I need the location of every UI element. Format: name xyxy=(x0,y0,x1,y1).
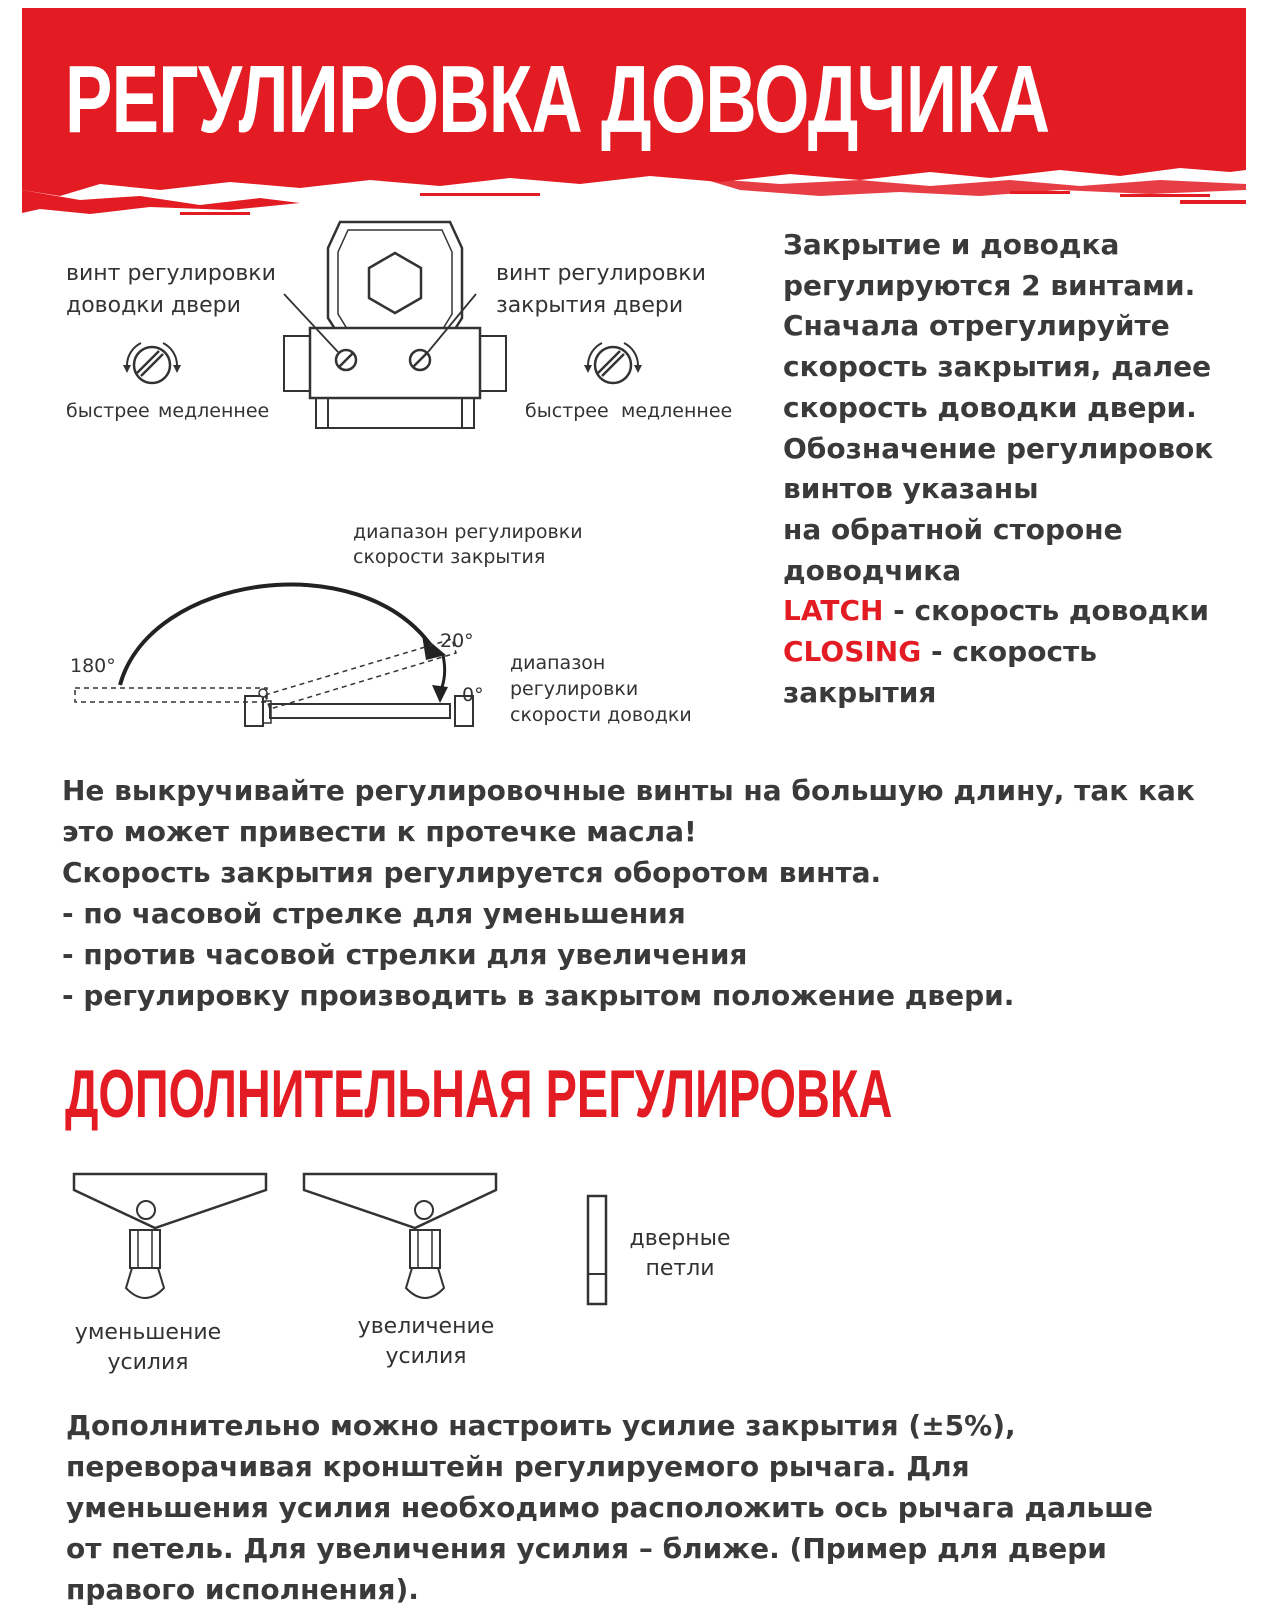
latch-key: LATCH xyxy=(783,594,884,628)
bottom-line: Дополнительно можно настроить усилие закрытия (±5%), xyxy=(66,1409,1016,1442)
warning-line: Не выкручивайте регулировочные винты на большую длину, так как xyxy=(62,774,1195,807)
right-screw-label xyxy=(496,258,706,322)
decrease-line2: усилия xyxy=(107,1350,189,1375)
instr-line: Обозначение регулировок xyxy=(783,431,1214,465)
page-title: РЕГУЛИРОВКА ДОВОДЧИКА xyxy=(65,46,1050,153)
section-title: ДОПОЛНИТЕЛЬНАЯ РЕГУЛИРОВКА xyxy=(65,1056,893,1132)
door-hinge-icon xyxy=(585,1194,611,1306)
hex-nut-icon xyxy=(369,253,421,313)
latch-range-line3: скорости доводки xyxy=(510,704,692,726)
warning-line: - регулировку производить в закрытом положение двери. xyxy=(62,979,1015,1012)
right-slower-label: медленнее xyxy=(621,400,733,422)
instr-line: доводчика xyxy=(783,553,962,587)
latch-range-line1: диапазон xyxy=(510,652,606,674)
right-faster-label: быстрее xyxy=(525,400,609,422)
increase-line1: увеличение xyxy=(357,1314,495,1339)
right-rotate-icon xyxy=(578,335,648,390)
increase-label xyxy=(346,1312,506,1372)
instr-line: винтов указаны xyxy=(783,472,1039,506)
warning-line: это может привести к протечке масла! xyxy=(62,815,697,848)
bracket-decrease-diagram xyxy=(70,1170,270,1310)
door-closer-body-diagram xyxy=(280,218,510,433)
adjustment-instructions xyxy=(783,225,1253,713)
warning-line: - против часовой стрелки для увеличения xyxy=(62,938,748,971)
closing-range-line1: диапазон регулировки xyxy=(353,521,583,543)
closing-key: CLOSING xyxy=(783,635,922,669)
latch-range-line2: регулировки xyxy=(510,678,639,700)
bottom-line: уменьшения усилия необходимо расположить ось рычага дальше xyxy=(66,1491,1153,1524)
left-slower-label: медленнее xyxy=(158,400,270,422)
instr-line: скорость доводки двери. xyxy=(783,390,1197,424)
angle-20-label: 20° xyxy=(440,630,474,652)
bottom-line: от петель. Для увеличения усилия – ближе. (Пример для двери xyxy=(66,1532,1107,1565)
left-screw-label-line2: доводки двери xyxy=(66,293,241,318)
closing-line xyxy=(783,632,1253,673)
latch-range-label xyxy=(510,650,692,728)
instr-line: Закрытие и доводка xyxy=(783,228,1120,261)
closing-desc: - скорость xyxy=(921,635,1097,669)
increase-line2: усилия xyxy=(385,1344,467,1369)
closing-range-line2: скорости закрытия xyxy=(353,546,546,568)
right-screw-label-line1: винт регулировки xyxy=(496,261,706,286)
instr-line: на обратной стороне xyxy=(783,512,1123,546)
decrease-label xyxy=(68,1318,228,1378)
angle-180-label: 180° xyxy=(70,655,116,677)
left-faster-label: быстрее xyxy=(66,400,150,422)
instr-line: скорость закрытия, далее xyxy=(783,350,1212,384)
left-rotate-icon xyxy=(117,335,187,390)
decrease-line1: уменьшение xyxy=(74,1320,222,1345)
warning-line: - по часовой стрелке для уменьшения xyxy=(62,897,686,930)
warning-text xyxy=(62,770,1242,1016)
latch-line xyxy=(783,591,1253,632)
latch-desc: - скорость доводки xyxy=(883,594,1209,628)
hinges-line2: петли xyxy=(645,1256,715,1281)
door-swing-diagram xyxy=(60,555,500,755)
hinges-line1: дверные xyxy=(629,1226,731,1251)
left-screw-label-line1: винт регулировки xyxy=(66,261,276,286)
bottom-line: переворачивая кронштейн регулируемого рычага. Для xyxy=(66,1450,970,1483)
instr-line: Сначала отрегулируйте xyxy=(783,309,1170,343)
bottom-text xyxy=(66,1405,1246,1610)
closing-desc-2: закрытия xyxy=(783,675,937,709)
bottom-line: правого исполнения). xyxy=(66,1573,419,1606)
left-screw-label xyxy=(66,258,276,322)
warning-line: Скорость закрытия регулируется оборотом винта. xyxy=(62,856,882,889)
instr-line: регулируются 2 винтами. xyxy=(783,268,1196,302)
angle-0-label: 0° xyxy=(462,684,484,706)
hinges-label xyxy=(620,1224,740,1284)
right-screw-label-line2: закрытия двери xyxy=(496,293,684,318)
bracket-increase-diagram xyxy=(300,1170,500,1310)
